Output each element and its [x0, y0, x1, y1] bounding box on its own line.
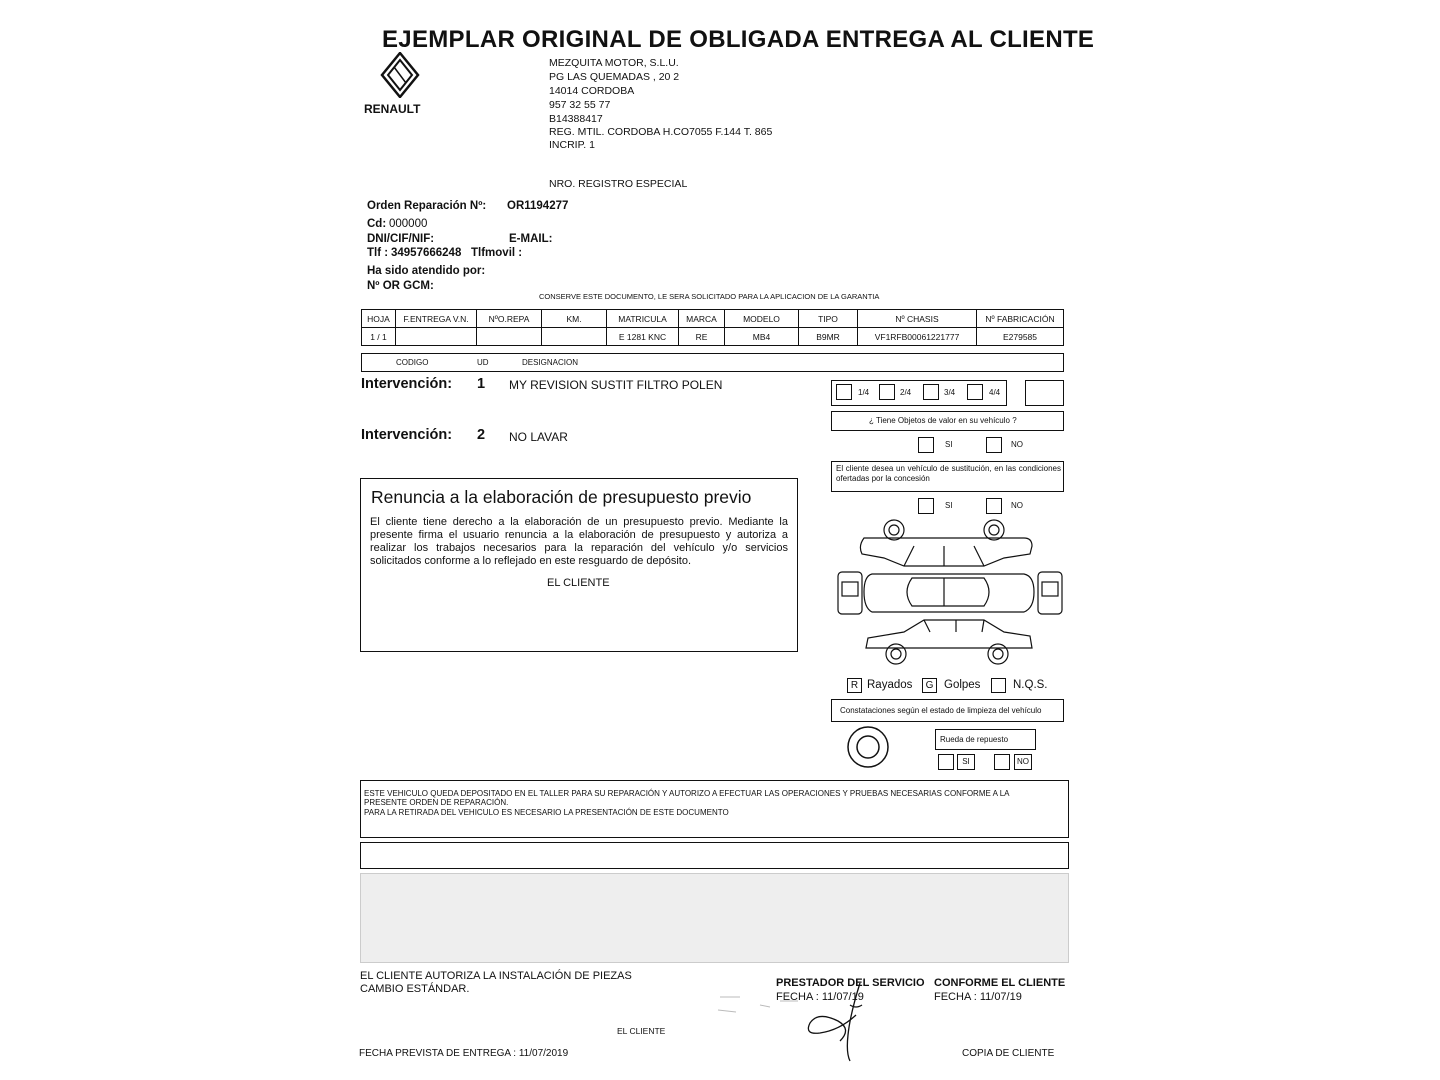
tlf-value: 34957666248 [391, 247, 462, 259]
redacted-area [360, 873, 1069, 963]
td-km [542, 328, 607, 346]
substitute-si-checkbox[interactable] [918, 498, 934, 514]
cleanliness-text: Constataciones según el estado de limpieza del vehículo [840, 706, 1042, 715]
prestador-label: PRESTADOR DEL SERVICIO [776, 977, 925, 989]
blank-row-box [360, 842, 1069, 869]
renault-logo [380, 52, 420, 98]
renuncia-body: El cliente tiene derecho a la elaboración de un presupuesto previo. Mediante la presente firma el usuario renuncia a la elaboración de presupuesto y autoriza a realizar los trabajos necesarios para la reparación del vehículo y/o servicios solicitados conforme a lo reflejado en este resguardo de depósito. [370, 516, 788, 567]
deposit-line-2: PRESENTE ORDEN DE REPARACIÓN. [364, 798, 509, 807]
copia-cliente: COPIA DE CLIENTE [962, 1048, 1055, 1059]
td-fabricacion: E279585 [977, 328, 1064, 346]
designacion-header: DESIGNACION [522, 358, 579, 367]
rayados-marker: R [847, 678, 862, 693]
th-hoja: HOJA [362, 310, 396, 328]
company-city: 14014 CORDOBA [549, 85, 635, 97]
intervention-2-text: NO LAVAR [509, 430, 568, 444]
or-gcm-label: Nº OR GCM: [367, 280, 434, 292]
deposit-line-1: ESTE VEHICULO QUEDA DEPOSITADO EN EL TALLER PARA SU REPARACIÓN Y AUTORIZO A EFECTUAR LAS OPERACIONES Y PRUEBAS NECESARIAS CONFORME A LA [364, 789, 1010, 798]
fuel-4-4-label: 4/4 [989, 388, 1001, 397]
company-phone: 957 32 55 77 [549, 99, 611, 111]
substitute-text: El cliente desea un vehículo de sustitución, en las condiciones ofertadas por la concesión [836, 464, 1061, 483]
th-fabricacion: Nº FABRICACIÓN [977, 310, 1064, 328]
spare-wheel-no-checkbox[interactable] [994, 754, 1010, 770]
cd-value: 000000 [389, 218, 428, 230]
fuel-box [831, 380, 1007, 406]
td-norepa [477, 328, 542, 346]
brand-name: RENAULT [364, 102, 421, 116]
substitute-si-label: SI [945, 501, 953, 510]
prestador-fecha: FECHA : 11/07/19 [776, 991, 864, 1003]
conforme-fecha: FECHA : 11/07/19 [934, 991, 1022, 1003]
renuncia-signature-label: EL CLIENTE [547, 577, 610, 589]
conserve-note: CONSERVE ESTE DOCUMENTO, LE SERA SOLICITADO PARA LA APLICACION DE LA GARANTIA [539, 292, 880, 301]
intervention-2-label: Intervención: [361, 427, 453, 443]
ud-header: UD [477, 358, 489, 367]
registro-especial: NRO. REGISTRO ESPECIAL [549, 178, 688, 190]
el-cliente-footer: EL CLIENTE [617, 1026, 666, 1036]
car-damage-diagram[interactable] [834, 516, 1066, 668]
intervention-1-text: MY REVISION SUSTIT FILTRO POLEN [509, 378, 723, 392]
intervention-1-label: Intervención: [361, 376, 453, 392]
car-outline-icon [834, 516, 1066, 668]
vehicle-table-header-row [362, 310, 1064, 328]
company-name: MEZQUITA MOTOR, S.L.U. [549, 57, 679, 69]
vehicle-table [361, 309, 1064, 346]
th-fentrega: F.ENTREGA V.N. [396, 310, 477, 328]
spare-wheel-si-label: SI [957, 754, 975, 770]
th-chasis: Nº CHASIS [858, 310, 977, 328]
th-marca: MARCA [679, 310, 725, 328]
fecha-prevista: FECHA PREVISTA DE ENTREGA : 11/07/2019 [359, 1048, 569, 1059]
intervention-2-number: 2 [477, 427, 486, 443]
rayados-label: Rayados [867, 679, 913, 691]
orden-label: Orden Reparación Nº: [367, 200, 487, 212]
atendido-label: Ha sido atendido por: [367, 265, 486, 277]
dni-label: DNI/CIF/NIF: [367, 233, 435, 245]
fuel-1-4-label: 1/4 [858, 388, 870, 397]
spare-wheel-si-checkbox[interactable] [938, 754, 954, 770]
th-km: KM. [542, 310, 607, 328]
renault-diamond-icon [380, 52, 420, 98]
codigo-header: CODIGO [396, 358, 429, 367]
cd-label: Cd: [367, 218, 387, 230]
email-label: E-MAIL: [509, 233, 553, 245]
spare-wheel-icon [845, 724, 891, 770]
nqs-label: N.Q.S. [1013, 679, 1048, 691]
valuables-si-checkbox[interactable] [918, 437, 934, 453]
valuables-si-label: SI [945, 440, 953, 449]
th-modelo: MODELO [725, 310, 799, 328]
company-registry: REG. MTIL. CORDOBA H.CO7055 F.144 T. 865 [549, 126, 773, 138]
autoriza-line-1: EL CLIENTE AUTORIZA LA INSTALACIÓN DE PIEZAS [360, 970, 632, 982]
document-title: EJEMPLAR ORIGINAL DE OBLIGADA ENTREGA AL CLIENTE [382, 26, 1095, 53]
th-tipo: TIPO [799, 310, 858, 328]
valuables-no-label: NO [1011, 440, 1023, 449]
autoriza-line-2: CAMBIO ESTÁNDAR. [360, 983, 470, 995]
fuel-2-4-label: 2/4 [900, 388, 912, 397]
company-inscription: INCRIP. 1 [549, 139, 595, 151]
renuncia-title: Renuncia a la elaboración de presupuesto previo [371, 487, 752, 507]
fuel-extra-box [1025, 380, 1064, 406]
td-marca: RE [679, 328, 725, 346]
line-header-row [361, 353, 1064, 372]
nqs-marker [991, 678, 1006, 693]
intervention-1-number: 1 [477, 376, 486, 392]
substitute-no-checkbox[interactable] [986, 498, 1002, 514]
th-matricula: MATRICULA [607, 310, 679, 328]
tlf-label: Tlf : [367, 247, 389, 259]
company-cif: B14388417 [549, 113, 603, 125]
td-hoja: 1 / 1 [362, 328, 396, 346]
valuables-no-checkbox[interactable] [986, 437, 1002, 453]
spare-wheel-no-label: NO [1014, 754, 1032, 770]
signature-mark [700, 975, 890, 1065]
td-tipo: B9MR [799, 328, 858, 346]
company-address: PG LAS QUEMADAS , 20 2 [549, 71, 680, 83]
orden-value: OR1194277 [507, 200, 569, 212]
golpes-marker: G [922, 678, 937, 693]
tlfmovil-label: Tlfmovil : [471, 247, 523, 259]
th-norepa: NºO.REPA [477, 310, 542, 328]
td-chasis: VF1RFB00061221777 [858, 328, 977, 346]
substitute-no-label: NO [1011, 501, 1023, 510]
vehicle-table-row [362, 328, 1064, 346]
td-matricula: E 1281 KNC [607, 328, 679, 346]
conforme-label: CONFORME EL CLIENTE [934, 977, 1066, 989]
td-fentrega [396, 328, 477, 346]
valuables-question: ¿ Tiene Objetos de valor en su vehículo ? [869, 416, 1017, 425]
fuel-3-4-label: 3/4 [944, 388, 956, 397]
td-modelo: MB4 [725, 328, 799, 346]
deposit-line-3: PARA LA RETIRADA DEL VEHICULO ES NECESARIO LA PRESENTACIÓN DE ESTE DOCUMENTO [364, 808, 729, 817]
spare-wheel-label: Rueda de repuesto [940, 735, 1009, 744]
golpes-label: Golpes [944, 679, 981, 691]
